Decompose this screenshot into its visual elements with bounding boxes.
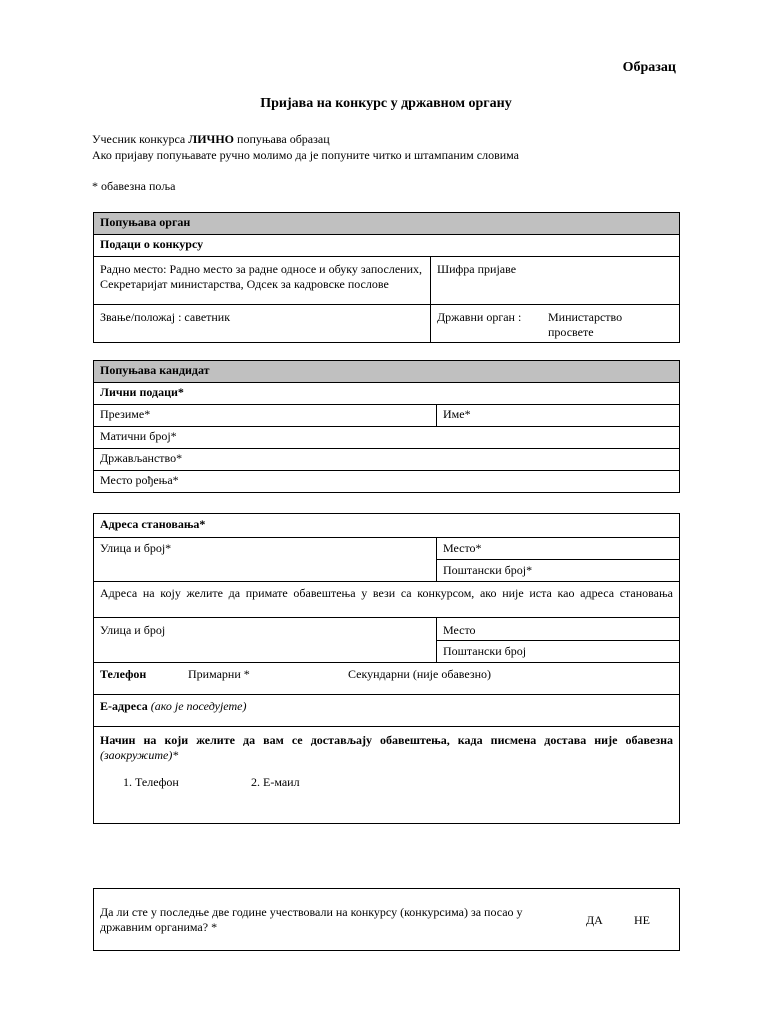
organ-section bbox=[93, 212, 680, 343]
primary-phone-field[interactable]: Примарни * bbox=[188, 667, 250, 681]
organ-subheading: Подаци о конкурсу bbox=[94, 235, 680, 257]
notice-text: Адреса на коју желите да примате обавештења у вези са конкурсом, ако није иста као адреса становања bbox=[100, 586, 674, 600]
option-phone[interactable]: 1. Телефон bbox=[123, 775, 179, 789]
email-row[interactable] bbox=[94, 695, 680, 727]
phone-row bbox=[94, 663, 680, 695]
birthplace-field[interactable]: Место рођења* bbox=[94, 471, 680, 493]
surname-field[interactable]: Презиме* bbox=[94, 405, 437, 427]
option-email[interactable]: 2. Е-маил bbox=[251, 775, 300, 789]
email-label: Е-адреса bbox=[100, 699, 148, 713]
intro-bold: ЛИЧНО bbox=[188, 132, 235, 146]
intro-part1: Учесник конкурса bbox=[92, 132, 189, 146]
form-label: Образац bbox=[622, 60, 676, 75]
organ-heading: Попуњава орган bbox=[94, 213, 680, 235]
secondary-phone-field[interactable]: Секундарни (није обавезно) bbox=[348, 667, 491, 681]
final-question-row bbox=[94, 889, 680, 951]
candidate-section bbox=[93, 360, 680, 493]
candidate-heading: Попуњава кандидат bbox=[94, 361, 680, 383]
organ-cell bbox=[431, 305, 680, 343]
address-heading: Адреса становања* bbox=[94, 514, 680, 538]
organ-value: Министарство просвете bbox=[548, 310, 623, 339]
delivery-row bbox=[94, 727, 680, 824]
notice-address-text bbox=[94, 582, 680, 618]
city2-field[interactable]: Место bbox=[437, 618, 680, 641]
candidate-subheading: Лични подаци* bbox=[94, 383, 680, 405]
street-field[interactable]: Улица и број* bbox=[94, 538, 437, 582]
no-option[interactable]: НЕ bbox=[634, 912, 650, 927]
phone-label: Телефон bbox=[100, 667, 147, 681]
final-question: Да ли сте у последње две године учествовали на конкурсу (конкурсима) за посао у државним органима? * bbox=[100, 905, 523, 934]
position-cell: Радно место: Радно место за радне односе и обуку запослених, Секретаријат министарства, Одсек за кадровске послове bbox=[94, 257, 431, 305]
yes-option[interactable]: ДА bbox=[586, 912, 603, 927]
street2-field[interactable]: Улица и број bbox=[94, 618, 437, 663]
address-section bbox=[93, 513, 680, 824]
delivery-question: Начин на који желите да вам се достављају обавештења, када писмена достава није обавезна bbox=[100, 733, 674, 747]
city-field[interactable]: Место* bbox=[437, 538, 680, 560]
id-number-field[interactable]: Матични број* bbox=[94, 427, 680, 449]
name-field[interactable]: Име* bbox=[437, 405, 680, 427]
postal-field[interactable]: Поштански број* bbox=[437, 560, 680, 582]
delivery-note: (заокружите)* bbox=[100, 748, 179, 762]
intro-line2: Ако пријаву попуњавате ручно молимо да је попуните читко и штампаним словима bbox=[92, 148, 519, 162]
required-note: * обавезна поља bbox=[92, 179, 176, 193]
code-cell[interactable]: Шифра пријаве bbox=[431, 257, 680, 305]
rank-cell: Звање/положај : саветник bbox=[94, 305, 431, 343]
intro-text bbox=[92, 131, 519, 163]
citizenship-field[interactable]: Држављанство* bbox=[94, 449, 680, 471]
intro-part2: попуњава образац bbox=[234, 132, 330, 146]
email-note: (ако је поседујете) bbox=[150, 699, 247, 713]
organ-label: Државни орган : bbox=[437, 310, 522, 324]
postal2-field[interactable]: Поштански број bbox=[437, 641, 680, 663]
final-section bbox=[93, 888, 680, 951]
page-title: Пријава на конкурс у државном органу bbox=[260, 96, 512, 111]
